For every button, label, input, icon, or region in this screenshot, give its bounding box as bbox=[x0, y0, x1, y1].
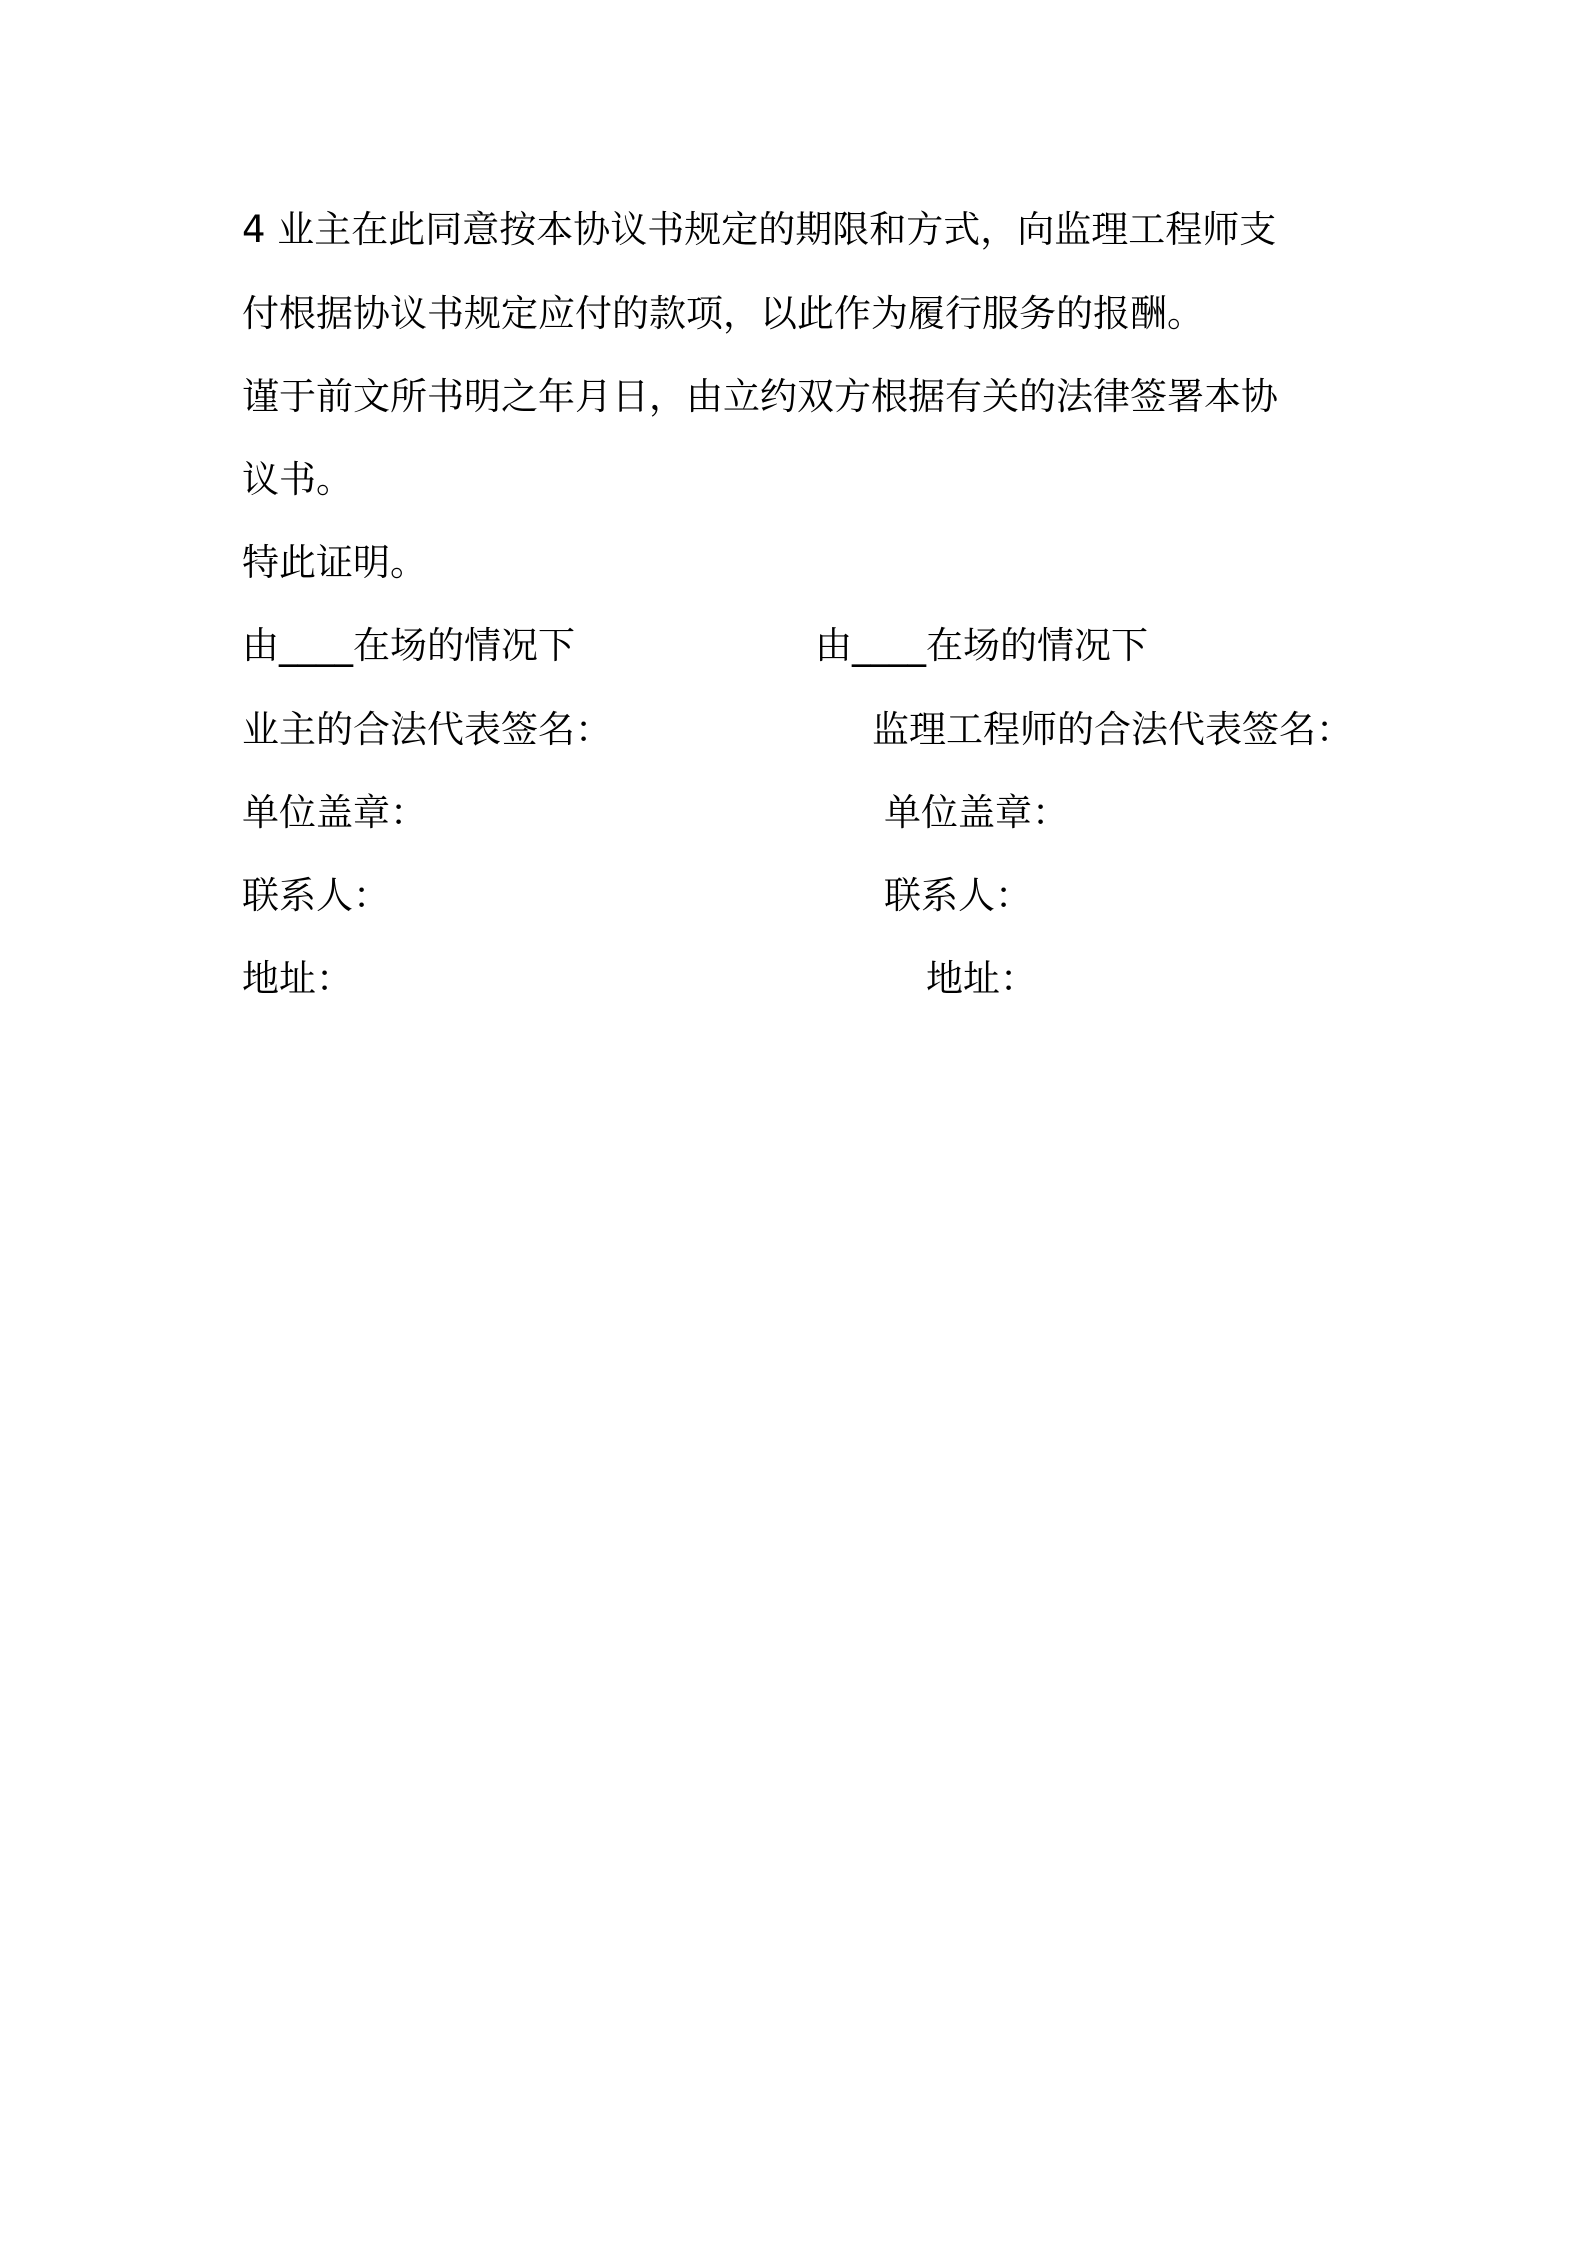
signature-row-presence bbox=[242, 622, 1372, 670]
owner-contact-label: 联系人： bbox=[242, 874, 390, 917]
engineer-representative-label: 监理工程师的合法代表签名： bbox=[872, 708, 1353, 751]
engineer-address-label: 地址： bbox=[926, 957, 1037, 1000]
owner-address-label: 地址： bbox=[242, 957, 353, 1000]
clause-4-line-2: 付根据协议书规定应付的款项，以此作为履行服务的报酬。 bbox=[242, 292, 1204, 335]
signature-row-seal bbox=[242, 789, 1372, 837]
engineer-seal-label: 单位盖章： bbox=[884, 791, 1069, 834]
witness-statement-line-1: 谨于前文所书明之年月日，由立约双方根据有关的法律签署本协 bbox=[242, 375, 1278, 418]
signature-row-representative bbox=[242, 706, 1372, 754]
certification-line: 特此证明。 bbox=[242, 541, 427, 584]
signature-row-address bbox=[242, 955, 1372, 1003]
owner-presence-label: 由____在场的情况下 bbox=[242, 624, 575, 667]
witness-statement-line-2: 议书。 bbox=[242, 458, 353, 501]
signature-row-contact bbox=[242, 872, 1372, 920]
owner-representative-label: 业主的合法代表签名： bbox=[242, 708, 612, 751]
clause-4-line-1: 4 业主在此同意按本协议书规定的期限和方式，向监理工程师支 bbox=[242, 208, 1277, 251]
owner-seal-label: 单位盖章： bbox=[242, 791, 427, 834]
engineer-contact-label: 联系人： bbox=[884, 874, 1032, 917]
engineer-presence-label: 由____在场的情况下 bbox=[815, 624, 1148, 667]
